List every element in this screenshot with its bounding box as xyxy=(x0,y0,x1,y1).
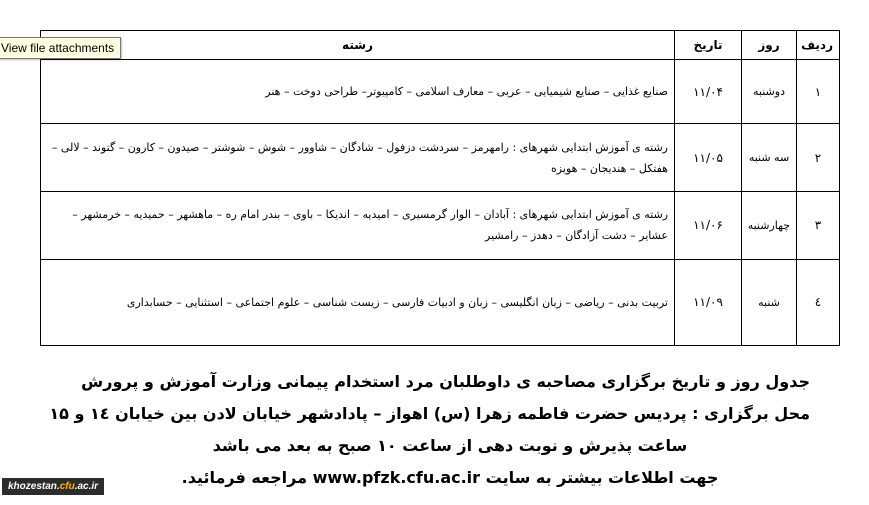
row-day: سه شنبه xyxy=(742,124,797,192)
row-major: تربیت بدنی – ریاضی – زبان انگلیسی – زبان و ادبیات فارسی – زیست شناسی – علوم اجتماعی – استثنایی – حسابداری xyxy=(41,259,675,345)
row-major: رشته ی آموزش ابتدایی شهرهای : آبادان – الوار گرمسیری – امیدیه – اندیکا – باوی – بندر امام ره – ماهشهر – حمیدیه – خرمشهر – عشایر – دشت آزادگان – دهدز – رامشیر xyxy=(41,192,675,260)
row-major: صنایع غذایی – صنایع شیمیایی – عربی – معارف اسلامی – کامپیوتر– طراحی دوخت – هنر xyxy=(41,60,675,124)
watermark-part: .ac.ir xyxy=(74,481,99,492)
row-date: ۱۱/۰۹ xyxy=(675,259,742,345)
note-hours: ساعت پذیرش و نوبت دهی از ساعت ۱۰ صبح به بعد می باشد xyxy=(212,436,688,455)
table-row xyxy=(41,124,840,192)
note-location: محل برگزاری : پردیس حضرت فاطمه زهرا (س) اهواز – پادادشهر خیابان لادن بین خیابان ۱٤ و ۱۵ xyxy=(49,404,810,423)
row-date: ۱۱/۰۶ xyxy=(675,192,742,260)
row-major: رشته ی آموزش ابتدایی شهرهای : رامهرمز – سردشت دزفول – شادگان – شاوور – شوش – شوشتر – صیدون – کارون – گتوند – لالی – هفتکل – هندیجان – هویزه xyxy=(41,124,675,192)
site-watermark xyxy=(2,478,104,495)
watermark-part: cfu xyxy=(59,481,75,492)
row-day: چهارشنبه xyxy=(742,192,797,260)
row-date: ۱۱/۰۴ xyxy=(675,60,742,124)
header-index: ردیف xyxy=(797,31,840,60)
table-row xyxy=(41,259,840,345)
row-index: ۱ xyxy=(797,60,840,124)
row-index: ۳ xyxy=(797,192,840,260)
table-row xyxy=(41,192,840,260)
row-index: ۲ xyxy=(797,124,840,192)
table-header-row xyxy=(41,31,840,60)
attachments-tooltip: View file attachments xyxy=(0,37,121,59)
row-index: ٤ xyxy=(797,259,840,345)
note-title: جدول روز و تاریخ برگزاری مصاحبه ی داوطلبان مرد استخدام پیمانی وزارت آموزش و پرورش xyxy=(81,372,810,391)
header-major: رشته xyxy=(41,31,675,60)
table-row xyxy=(41,60,840,124)
schedule-table xyxy=(40,30,840,346)
row-day: دوشنبه xyxy=(742,60,797,124)
header-date: تاریخ xyxy=(675,31,742,60)
row-date: ۱۱/۰۵ xyxy=(675,124,742,192)
watermark-part: khozestan. xyxy=(8,481,60,492)
note-website: جهت اطلاعات بیشتر به سایت www.pfzk.cfu.ac.ir مراجعه فرمائید. xyxy=(181,468,719,487)
row-day: شنبه xyxy=(742,259,797,345)
header-day: روز xyxy=(742,31,797,60)
announcement-notes xyxy=(49,366,810,494)
